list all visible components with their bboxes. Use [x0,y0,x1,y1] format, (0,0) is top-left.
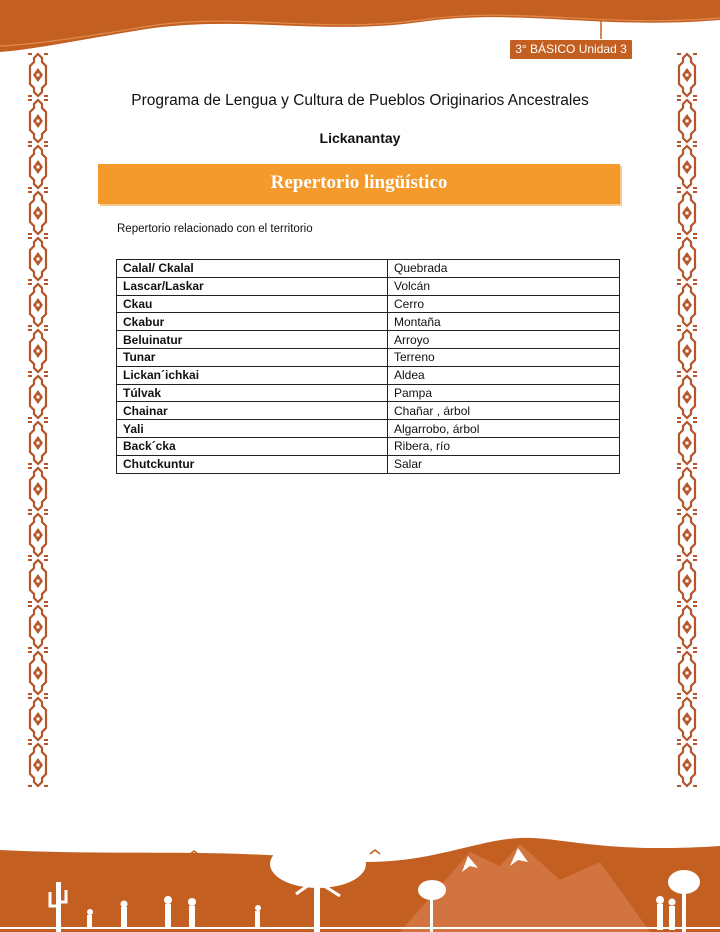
grade-unit-badge: 3° BÁSICO Unidad 3 [509,39,633,60]
intro-text: Repertorio relacionado con el territorio [117,223,313,235]
term-cell: Back´cka [117,437,388,455]
term-cell: Beluinatur [117,331,388,349]
meaning-cell: Montaña [388,313,620,331]
term-cell: Lickan´ichkai [117,366,388,384]
term-cell: Chainar [117,402,388,420]
meaning-cell: Ribera, río [388,437,620,455]
term-cell: Tunar [117,348,388,366]
landscape-silhouette [0,820,720,932]
program-title: Programa de Lengua y Cultura de Pueblos Originarios Ancestrales [131,92,589,109]
table-row [117,420,620,438]
table-row [117,437,620,455]
meaning-cell: Volcán [388,277,620,295]
meaning-cell: Cerro [388,295,620,313]
term-cell: Lascar/Laskar [117,277,388,295]
meaning-cell: Arroyo [388,331,620,349]
table-row [117,313,620,331]
term-cell: Ckau [117,295,388,313]
term-cell: Túlvak [117,384,388,402]
section-header [98,164,620,204]
meaning-cell: Algarrobo, árbol [388,420,620,438]
vocabulary-table [116,259,620,474]
table-row [117,402,620,420]
term-cell: Yali [117,420,388,438]
meaning-cell: Salar [388,455,620,473]
meaning-cell: Terreno [388,348,620,366]
table-row [117,366,620,384]
meaning-cell: Aldea [388,366,620,384]
table-row [117,384,620,402]
table-row [117,348,620,366]
meaning-cell: Quebrada [388,260,620,278]
table-row [117,295,620,313]
term-cell: Calal/ Ckalal [117,260,388,278]
andean-pattern-border-right [676,52,698,822]
meaning-cell: Pampa [388,384,620,402]
table-row [117,260,620,278]
andean-pattern-border-left [27,52,49,822]
people-name: Lickanantay [319,130,401,146]
meaning-cell: Chañar , árbol [388,402,620,420]
term-cell: Ckabur [117,313,388,331]
term-cell: Chutckuntur [117,455,388,473]
table-row [117,331,620,349]
section-title: Repertorio lingüístico [270,172,448,193]
table-row [117,455,620,473]
table-row [117,277,620,295]
